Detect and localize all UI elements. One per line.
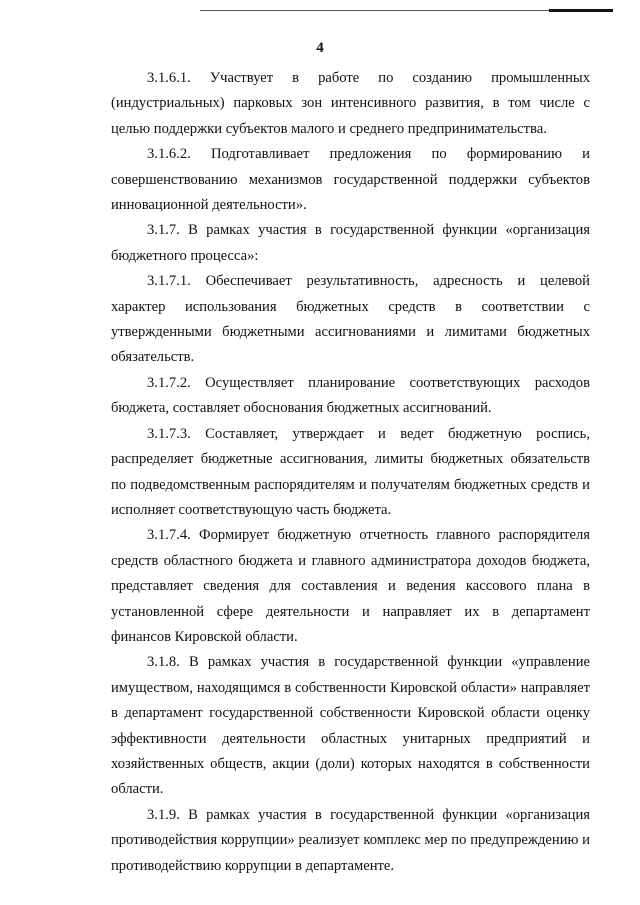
paragraph-3-1-9: 3.1.9. В рамках участия в государственной функции «организация противодействия коррупции» реализует комплекс мер по предупреждению и противодействию коррупции в департаменте. (111, 806, 590, 874)
paragraph-3-1-6-2: 3.1.6.2. Подготавливает предложения по формированию и совершенствованию механизмов государственной поддержки субъектов инновационной деятельности». (111, 146, 590, 214)
header-rule (200, 10, 613, 11)
paragraph-3-1-6-1: 3.1.6.1. Участвует в работе по созданию промышленных (индустриальных) парковых зон интенсивного развития, в том числе с целью поддержки субъектов малого и среднего предпринимательства. (111, 70, 590, 137)
paragraph-3-1-7-3: 3.1.7.3. Составляет, утверждает и ведет бюджетную роспись, распределяет бюджетные ассигнования, лимиты бюджетных обязательств по подведомственным распорядителям и получателям бюджетных средств и исполняет соответствующую часть бюджета. (111, 425, 590, 518)
paragraph-3-1-7-2: 3.1.7.2. Осуществляет планирование соответствующих расходов бюджета, составляет обоснования бюджетных ассигнований. (111, 374, 590, 417)
paragraph-3-1-7-1: 3.1.7.1. Обеспечивает результативность, адресность и целевой характер использования бюджетных средств в соответствии с утвержденными бюджетными ассигнованиями и лимитами бюджетных обязательств. (111, 273, 590, 366)
page-number: 4 (316, 40, 324, 56)
document-body (111, 66, 590, 879)
paragraph-3-1-8: 3.1.8. В рамках участия в государственной функции «управление имуществом, находящимся в собственности Кировской области» направляет в департамент государственной собственности Кировской области оценку эффективности деятельности областных унитарных предприятий и хозяйственных обществ, акции (доли) которых находятся в собственности области. (111, 654, 590, 798)
paragraph-3-1-7-4: 3.1.7.4. Формирует бюджетную отчетность главного распорядителя средств областного бюджета и главного администратора доходов бюджета, представляет сведения для составления и ведения кассового плана в установленной сфере деятельности и направляет их в департамент финансов Кировской области. (111, 527, 590, 645)
paragraph-3-1-7: 3.1.7. В рамках участия в государственной функции «организация бюджетного процесса»: (111, 222, 590, 264)
